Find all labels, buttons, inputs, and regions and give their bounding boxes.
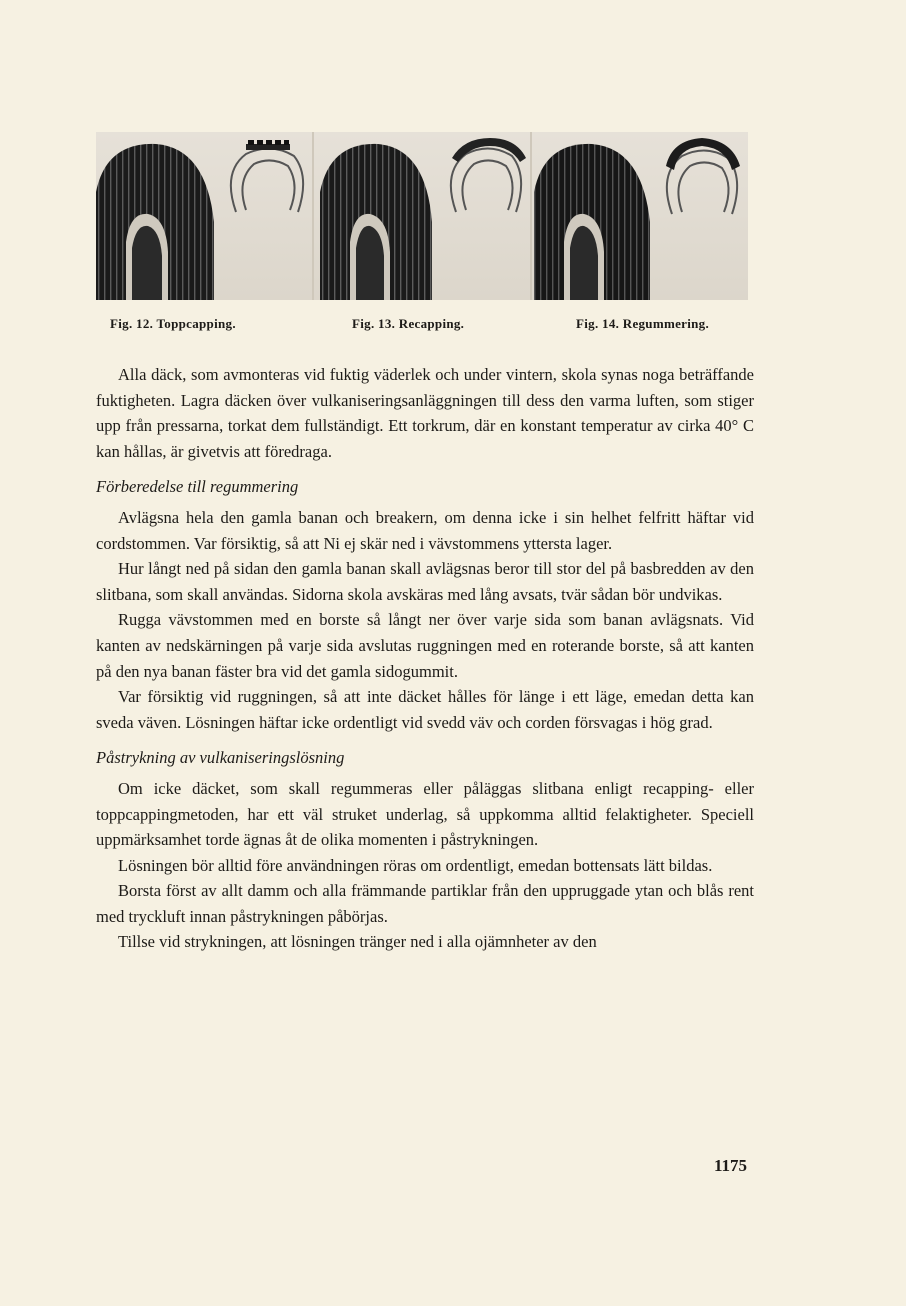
figure-12 <box>96 132 314 300</box>
paragraph: Borsta först av allt damm och alla främmande partiklar från den uppruggade ytan och blås rent med tryckluft innan påstrykningen påbörjas. <box>96 881 754 926</box>
figure-14-caption: Fig. 14. Regummering. <box>576 316 710 331</box>
paragraph: Tillse vid strykningen, att lösningen tränger ned i alla ojämnheter av den <box>118 932 597 952</box>
figure-12-caption: Fig. 12. Toppcapping. <box>110 316 236 331</box>
tire-toppcapping-icon <box>96 132 312 300</box>
paragraph: Lösningen bör alltid före användningen röras om ordentligt, emedan bottensats lätt bildas. <box>118 855 713 875</box>
section-heading-application: Påstrykning av vulkaniseringslösning <box>96 748 345 768</box>
paragraph: Var försiktig vid ruggningen, så att inte däcket hålles för länge i ett läge, emedan detta kan sveda väven. Lösningen häftar icke ordentligt vid svedd väv och corden försvagas i hög grad. <box>96 687 754 732</box>
figure-13 <box>314 132 532 300</box>
body-text <box>96 362 754 955</box>
figure-14 <box>532 132 748 300</box>
paragraph: Rugga vävstommen med en borste så långt ner över varje sida som banan avlägsnats. Vid kanten av nedskärningen på varje sida avslutas ruggningen med en roterande borste, så att kanten på den nya banan fäster bra vid det gamla sidogummit. <box>96 610 754 681</box>
figure-strip <box>96 132 748 300</box>
intro-paragraph: Alla däck, som avmonteras vid fuktig väderlek och under vintern, skola synas noga beträffande fuktigheten. Lagra däcken över vulkaniseringsanläggningen till dess den varma luften, som stiger upp från pressarna, torkat dem fullständigt. Ett torkrum, där en konstant temperatur av cirka 40° C kan hållas, är givetvis att föredraga. <box>96 365 754 461</box>
figure-13-caption: Fig. 13. Recapping. <box>352 316 465 331</box>
tire-regummering-icon <box>532 132 748 300</box>
paragraph: Hur långt ned på sidan den gamla banan skall avlägsnas beror till stor del på basbredden av den slitbana, som skall användas. Sidorna skola avskäras med lång avsats, tvär sådan bör undvikas. <box>96 559 754 604</box>
paragraph: Om icke däcket, som skall regummeras eller påläggas slitbana enligt recapping- eller toppcappingmetoden, har ett väl struket underlag, så uppkomma alltid felaktigheter. Speciell uppmärksamhet torde ägnas åt de olika momenten i påstrykningen. <box>96 778 754 850</box>
tire-recapping-icon <box>314 132 530 300</box>
section-heading-preparation: Förberedelse till regummering <box>96 477 299 497</box>
paragraph: Avlägsna hela den gamla banan och breakern, om denna icke i sin helhet felfritt häftar vid cordstommen. Var försiktig, så att Ni ej skär ned i vävstommens yttersta lager. <box>96 507 754 553</box>
figure-captions <box>110 316 750 336</box>
page-number: 1175 <box>714 1156 748 1175</box>
